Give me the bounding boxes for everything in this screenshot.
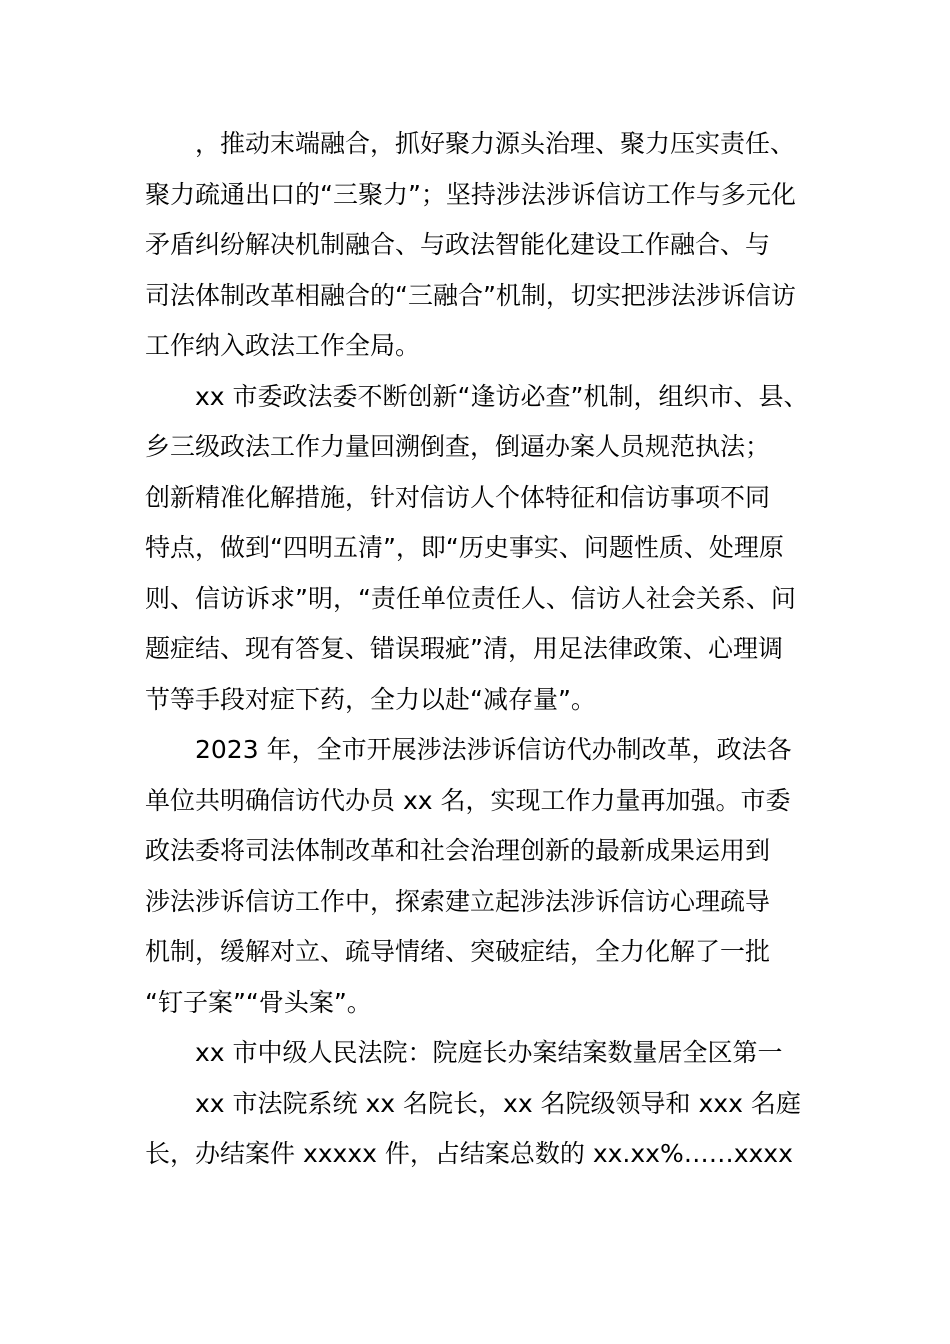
text-line: 特点，做到“四明五清”，即“历史事实、问题性质、处理原: [145, 533, 784, 562]
section-heading: xx 市中级人民法院：院庭长办案结案数量居全区第一: [195, 1038, 783, 1067]
text-line: 聚力疏通出口的“三聚力”；坚持涉法涉诉信访工作与多元化: [145, 180, 796, 209]
text-line: 政法委将司法体制改革和社会治理创新的最新成果运用到: [145, 836, 771, 865]
text-line: 题症结、现有答复、错误瑕疵”清，用足法律政策、心理调: [145, 634, 783, 663]
text-line: “钉子案”“骨头案”。: [145, 988, 372, 1017]
text-line: 机制，缓解对立、疏导情绪、突破症结，全力化解了一批: [145, 937, 771, 966]
text-line: 工作纳入政法工作全局。: [145, 331, 421, 360]
text-line: 司法体制改革相融合的“三融合”机制，切实把涉法涉诉信访: [145, 281, 796, 310]
text-line: xx 市委政法委不断创新“逢访必查”机制，组织市、县、: [195, 382, 809, 411]
text-line: 乡三级政法工作力量回溯倒查，倒逼办案人员规范执法；: [145, 432, 771, 461]
text-line: 创新精准化解措施，针对信访人个体特征和信访事项不同: [145, 483, 771, 512]
text-line: 单位共明确信访代办员 xx 名，实现工作力量再加强。市委: [145, 786, 791, 815]
text-line: 长，办结案件 xxxxx 件，占结案总数的 xx.xx%……xxxx: [145, 1139, 793, 1168]
text-line: 涉法涉诉信访工作中，探索建立起涉法涉诉信访心理疏导: [145, 887, 771, 916]
text-line: 则、信访诉求”明，“责任单位责任人、信访人社会关系、问: [145, 584, 796, 613]
text-line: 2023 年，全市开展涉法涉诉信访代办制改革，政法各: [195, 735, 792, 764]
text-line: ，推动末端融合，抓好聚力源头治理、聚力压实责任、: [195, 129, 796, 158]
text-line: xx 市法院系统 xx 名院长，xx 名院级领导和 xxx 名庭: [195, 1089, 801, 1118]
text-line: 节等手段对症下药，全力以赴“减存量”。: [145, 685, 596, 714]
text-line: 矛盾纠纷解决机制融合、与政法智能化建设工作融合、与: [145, 230, 771, 259]
